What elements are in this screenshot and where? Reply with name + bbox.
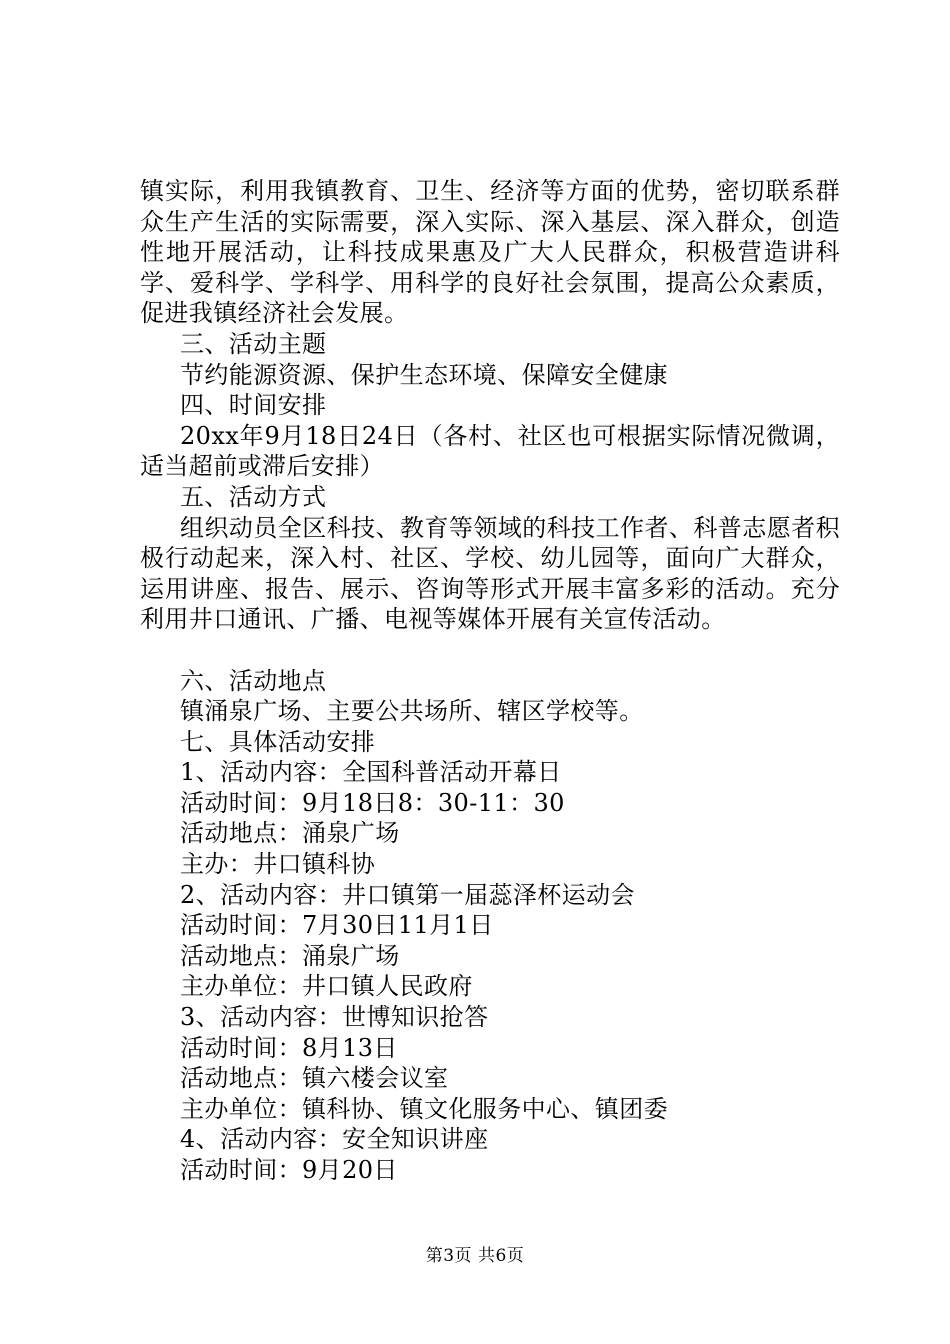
activity-4-time: 活动时间：9月20日: [180, 1156, 398, 1184]
activity-3-time: 活动时间：8月13日: [180, 1033, 398, 1062]
activity-3-place: 活动地点：镇六楼会议室: [180, 1064, 449, 1093]
activity-2-place: 活动地点：涌泉广场: [180, 941, 400, 970]
activity-2-content: 2、活动内容：井口镇第一届蕊泽杯运动会: [180, 880, 635, 909]
section6-heading: 六、活动地点: [180, 666, 327, 695]
activity-1-place: 活动地点：涌泉广场: [180, 819, 400, 848]
activity-3-content: 3、活动内容：世博知识抢答: [180, 1003, 489, 1032]
intro-paragraph: 镇实际，利用我镇教育、卫生、经济等方面的优势，密切联系群众生产生活的实际需要，深入实际、深入基层、深入群众，创造性地开展活动，让科技成果惠及广大人民群众，积极营造讲科学、爱科学、学科学、用科学的良好社会氛围，提高公众素质，促进我镇经济社会发展。: [140, 177, 840, 328]
section7-heading: 七、具体活动安排: [180, 727, 376, 756]
blank-line: [140, 635, 840, 666]
activity-3-host: 主办单位：镇科协、镇文化服务中心、镇团委: [180, 1094, 668, 1123]
activity-1-content: 1、活动内容：全国科普活动开幕日: [180, 758, 562, 787]
section6-body: 镇涌泉广场、主要公共场所、辖区学校等。: [180, 697, 644, 726]
activity-2-host: 主办单位：井口镇人民政府: [180, 972, 473, 1001]
section3-body: 节约能源资源、保护生态环境、保障安全健康: [180, 360, 668, 389]
activity-4-content: 4、活动内容：安全知识讲座: [180, 1125, 489, 1154]
activity-2-time: 活动时间：7月30日11月1日: [180, 911, 494, 940]
section3-heading: 三、活动主题: [180, 329, 327, 358]
activity-1-host: 主办：井口镇科协: [180, 850, 376, 879]
section5-body: 组织动员全区科技、教育等领域的科技工作者、科普志愿者积极行动起来，深入村、社区、学校、幼儿园等，面向广大群众，运用讲座、报告、展示、咨询等形式开展丰富多彩的活动。充分利用井口通讯、广播、电视等媒体开展有关宣传活动。: [140, 513, 840, 634]
section4-body: 20xx年9月18日24日（各村、社区也可根据实际情况微调，适当超前或滞后安排）: [140, 421, 840, 481]
section4-heading: 四、时间安排: [180, 391, 327, 420]
document-body: [140, 176, 840, 1186]
section5-heading: 五、活动方式: [180, 482, 327, 511]
activity-1-time: 活动时间：9月18日8：30-11：30: [180, 788, 565, 817]
page-footer: 第3页 共6页: [425, 1246, 525, 1266]
